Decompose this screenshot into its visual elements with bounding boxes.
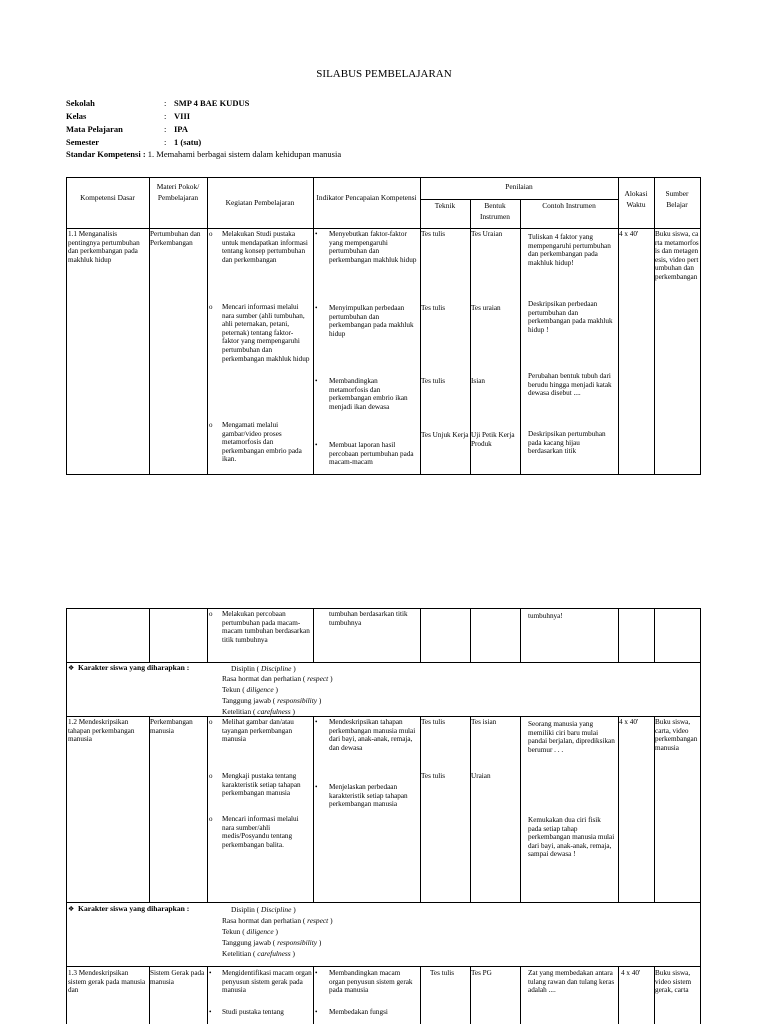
row1-kegiatan-3: Mengamati melalui gambar/video proses metamorfosis dan perkembangan embrio pada ikan.	[222, 421, 302, 464]
row3-kegiatan-1: Mengidentifikasi macam organ penyusun sistem gerak pada manusia	[222, 969, 312, 995]
bullet-o: o	[209, 421, 213, 429]
row1-kegiatan-1: Melakukan Studi pustaka untuk mendapatkan informasi tentang konsep pertumbuhan dan perkembangan	[222, 230, 308, 264]
row1-contoh-2: Deskripsikan perbedaan pertumbuhan dan perkembangan pada makhluk hidup !	[528, 300, 613, 334]
row1-indikator-4: Membuat laporan hasil percobaan pertumbuhan pada macam-macam	[329, 441, 414, 467]
row3-alokasi: 4 x 40'	[621, 969, 641, 977]
mapel-label: Mata Pelajaran	[66, 124, 123, 134]
col-penilaian-header: Penilaian	[505, 182, 533, 191]
karakter-2-ketelitian: Ketelitian ( carefulness )	[222, 949, 295, 958]
bullet-dot: •	[315, 377, 318, 385]
row1-kd: 1.1 Menganalisis pentingnya pertumbuhan dan perkembangan pada makhluk hidup	[68, 230, 140, 264]
colon: :	[164, 137, 167, 147]
bullet-o: o	[209, 718, 213, 726]
row1-teknik-4: Tes Unjuk Kerja	[421, 431, 469, 439]
bullet-o: o	[209, 610, 213, 618]
row2-kegiatan-2: Mengkaji pustaka tentang karakteristik setiap tahapan perkembangan manusia	[222, 772, 301, 798]
bullet-dot: •	[315, 783, 318, 791]
row2-indikator-1: Mendeskripsikan tahapan perkembangan manusia mulai dari bayi, anak-anak, remaja, dan dewasa	[329, 718, 416, 752]
semester-value: 1 (satu)	[174, 137, 202, 147]
bullet-o: o	[209, 815, 213, 823]
row1-bentuk-3: Isian	[471, 377, 485, 385]
col-kd-header: Kompetensi Dasar	[80, 193, 135, 202]
row3-materi: Sistem Gerak pada manusia	[150, 969, 205, 986]
row1b-indikator: tumbuhan berdasarkan titik tumbuhnya	[329, 610, 408, 627]
row1-bentuk-4: Uji Petik Kerja Produk	[471, 431, 515, 448]
bullet-dot: •	[315, 1008, 318, 1016]
row3-kegiatan-2: Studi pustaka tentang	[222, 1008, 284, 1016]
row1b-kegiatan: Melakukan percobaan pertumbuhan pada macam-macam tumbuhan berdasarkan titik tumbuhnya	[222, 610, 310, 644]
karakter-1-ketelitian: Ketelitian ( carefulness )	[222, 707, 295, 716]
standar-kompetensi	[66, 149, 341, 159]
row2-contoh-2: Kemukakan dua ciri fisik pada setiap tahap perkembangan manusia mulai dari bayi, anak-anak, remaja, sampai dewasa !	[528, 816, 615, 859]
col-kegiatan-header: Kegiatan Pembelajaran	[225, 198, 295, 207]
bullet-dot: •	[315, 304, 318, 312]
mapel-value: IPA	[174, 124, 189, 134]
row1-teknik-3: Tes tulis	[421, 377, 446, 385]
sekolah-label: Sekolah	[66, 98, 95, 108]
row2-bentuk-1: Tes isian	[471, 718, 497, 726]
karakter-2-disiplin: Disiplin ( Discipline )	[231, 905, 296, 914]
bullet-o: o	[209, 772, 213, 780]
colon: :	[164, 124, 167, 134]
row1-indikator-3: Membandingkan metamorfosis dan perkembangan embrio ikan menjadi ikan dewasa	[329, 377, 408, 411]
row1-contoh-1: Tuliskan 4 faktor yang mempengaruhi pertumbuhan dan perkembangan pada makhluk hidup!	[528, 233, 611, 267]
row1b-contoh: tumbuhnya!	[528, 612, 563, 620]
row1-bentuk-1: Tes Uraian	[471, 230, 503, 238]
row1-teknik-2: Tes tulis	[421, 304, 446, 312]
row2-teknik-1: Tes tulis	[421, 718, 446, 726]
row2-materi: Perkembangan manusia	[150, 718, 193, 735]
diamond-icon: ❖	[68, 905, 75, 913]
row2-kegiatan-3: Mencari informasi melalui nara sumber/ahli medis/Posyandu tentang perkembangan balita.	[222, 815, 299, 849]
karakter-2-hormat: Rasa hormat dan perhatian ( respect )	[222, 916, 333, 925]
karakter-2-tanggung-jawab: Tanggung jawab ( responsibility )	[222, 938, 322, 947]
row1-sumber: Buku siswa, carta metamorfosis dan metagenesis, video pertumbuhan dan perkembangan	[655, 230, 699, 281]
sk-value: 1. Memahami berbagai sistem dalam kehidupan manusia	[147, 149, 342, 159]
row1-indikator-2: Menyimpulkan perbedaan pertumbuhan dan perkembangan pada makhluk hidup	[329, 304, 414, 338]
bullet-dot: •	[209, 1008, 212, 1016]
bullet-dot: •	[209, 969, 212, 977]
col-bentuk-header: Bentuk Instrumen	[480, 201, 510, 221]
karakter-1-tekun: Tekun ( diligence )	[222, 685, 278, 694]
col-materi-header: Materi Pokok/ Pembelajaran	[156, 182, 200, 202]
karakter-1-tanggung-jawab: Tanggung jawab ( responsibility )	[222, 696, 322, 705]
karakter-label: Karakter siswa yang diharapkan :	[78, 904, 190, 913]
row3-indikator-1: Membandingkan macam organ penyusun sistem gerak pada manusia	[329, 969, 413, 995]
row2-contoh-1: Seorang manusia yang memiliki ciri baru mulai pandai berjalan, diprediksikan berumur . . .	[528, 720, 615, 754]
row3-sumber: Buku siswa, video sistem gerak, carta	[655, 969, 692, 995]
karakter-2-tekun: Tekun ( diligence )	[222, 927, 278, 936]
kelas-value: VIII	[174, 111, 191, 121]
row2-alokasi: 4 x 40'	[619, 718, 639, 726]
bullet-dot: •	[315, 718, 318, 726]
row1-materi: Pertumbuhan dan Perkembangan	[150, 230, 201, 247]
page-title: SILABUS PEMBELAJARAN	[316, 68, 452, 80]
row1-contoh-3: Perubahan bentuk tubuh dari berudu hingga menjadi katak dewasa disebut ....	[528, 372, 612, 398]
karakter-label: Karakter siswa yang diharapkan :	[78, 663, 190, 672]
bullet-dot: •	[315, 230, 318, 238]
sk-label: Standar Kompetensi :	[66, 149, 146, 159]
row1-contoh-4: Deskripsikan pertumbuhan pada kacang hijau berdasarkan titik	[528, 430, 606, 456]
row1-alokasi: 4 x 40'	[619, 230, 639, 238]
row3-teknik: Tes tulis	[430, 969, 455, 977]
row1-kegiatan-2: Mencari informasi melalui nara sumber (ahli tumbuhan, ahli peternakan, petani, peternak) tentang faktor-faktor yang mempengaruhi pertumbuhan dan perkembangan makhluk hidup	[222, 303, 310, 363]
diamond-icon: ❖	[68, 664, 75, 672]
bullet-dot: •	[315, 969, 318, 977]
kelas-label: Kelas	[66, 111, 87, 121]
col-indikator-header: Indikator Pencapaian Kompetensi	[316, 193, 417, 202]
row3-bentuk: Tes PG	[471, 969, 492, 977]
row2-kd: 1.2 Mendeskripsikan tahapan perkembangan manusia	[68, 718, 135, 744]
sekolah-value: SMP 4 BAE KUDUS	[174, 98, 250, 108]
bullet-o: o	[209, 303, 213, 311]
colon: :	[164, 98, 167, 108]
karakter-1-hormat: Rasa hormat dan perhatian ( respect )	[222, 674, 333, 683]
bullet-dot: •	[315, 441, 318, 449]
colon: :	[164, 111, 167, 121]
row2-teknik-2: Tes tulis	[421, 772, 446, 780]
karakter-1-heading	[68, 664, 208, 673]
col-sumber-header: Sumber Belajar	[665, 189, 689, 209]
row1-bentuk-2: Tes uraian	[471, 304, 501, 312]
row2-kegiatan-1: Melihat gambar dan/atau tayangan perkembangan manusia	[222, 718, 294, 744]
row1-indikator-1: Menyebutkan faktor-faktor yang mempengaruhi pertumbuhan dan perkembangan makhluk hidup	[329, 230, 417, 264]
row2-bentuk-2: Uraian	[471, 772, 491, 780]
row1-teknik-1: Tes tulis	[421, 230, 446, 238]
semester-label: Semester	[66, 137, 100, 147]
bullet-o: o	[209, 230, 213, 238]
row3-kd: 1.3 Mendeskripsikan sistem gerak pada manusia dan	[68, 969, 146, 995]
row3-contoh: Zat yang membedakan antara tulang rawan dan tulang keras adalah ....	[528, 969, 615, 995]
col-contoh-header: Contoh Instrumen	[542, 201, 596, 210]
karakter-1-disiplin: Disiplin ( Discipline )	[231, 664, 296, 673]
col-teknik-header: Teknik	[434, 201, 456, 210]
row2-sumber: Buku siswa, carta, video perkembangan manusia	[655, 718, 698, 752]
col-alokasi-header: Alokasi Waktu	[624, 189, 648, 209]
row2-indikator-2: Menjelaskan perbedaan karakteristik setiap tahapan perkembangan manusia	[329, 783, 408, 809]
karakter-2-heading	[68, 905, 228, 914]
row3-indikator-2: Membedakan fungsi	[329, 1008, 388, 1016]
